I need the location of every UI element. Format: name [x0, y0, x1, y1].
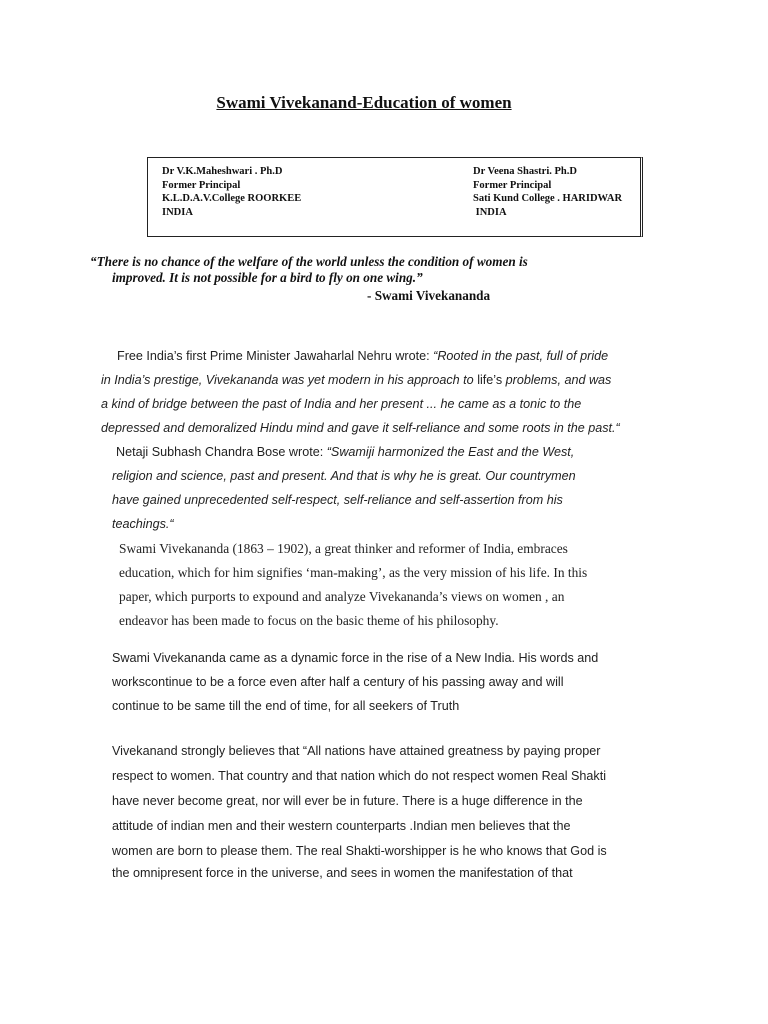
text-line: education, which for him signifies ‘man-making’, as the very mission of his life. In this — [119, 565, 588, 580]
epigraph-attribution: - Swami Vivekananda — [367, 288, 491, 303]
text-line: women are born to please them. The real Shakti-worshipper is he who knows that God is — [112, 844, 607, 858]
text-line: the omnipresent force in the universe, and sees in women the manifestation of that — [112, 866, 573, 880]
text-line: teachings.“ — [112, 517, 174, 531]
text-line: endeavor has been made to focus on the basic theme of his philosophy. — [119, 613, 499, 628]
text-run: life’s — [477, 373, 506, 387]
author-box — [147, 157, 643, 237]
author-role: Former Principal — [162, 179, 241, 191]
text-line — [116, 445, 574, 459]
text-line: workscontinue to be a force even after half a century of his passing away and will — [112, 675, 564, 689]
author-institution: Sati Kund College . HARIDWAR — [473, 193, 623, 204]
quote-run: problems, and was — [505, 373, 612, 387]
text-line: continue to be same till the end of time, for all seekers of Truth — [112, 699, 460, 713]
author-role: Former Principal — [473, 179, 552, 191]
author-name: Dr Veena Shastri. Ph.D — [473, 166, 577, 177]
text-line: Vivekanand strongly believes that “All nations have attained greatness by paying proper — [112, 744, 601, 758]
text-line: a kind of bridge between the past of India and her present ... he came as a tonic to the — [101, 397, 582, 411]
text-line — [117, 349, 608, 363]
author-left — [162, 165, 301, 219]
text-line: attitude of indian men and their western counterparts .Indian men believes that the — [112, 819, 571, 833]
text-line: respect to women. That country and that nation which do not respect women Real Shakti — [112, 769, 606, 783]
epigraph-line: improved. It is not possible for a bird to fly on one wing.” — [112, 270, 423, 285]
author-name: Dr V.K.Maheshwari . Ph.D — [162, 166, 283, 177]
text-line: depressed and demoralized Hindu mind and gave it self-reliance and some roots in the past.“ — [101, 421, 620, 435]
text-line: Swami Vivekananda came as a dynamic force in the rise of a New India. His words and — [112, 651, 599, 665]
text-run: Netaji Subhash Chandra Bose wrote: — [116, 445, 327, 459]
quote-run: “Swamiji harmonized the East and the West, — [326, 445, 575, 459]
document-title: Swami Vivekanand-Education of women — [216, 93, 512, 112]
author-country: INDIA — [473, 206, 507, 218]
text-line: Swami Vivekananda (1863 – 1902), a great thinker and reformer of India, embraces — [119, 541, 568, 556]
epigraph-line: “There is no chance of the welfare of the world unless the condition of women is — [90, 254, 528, 269]
epigraph-quote — [90, 254, 590, 286]
author-country: INDIA — [162, 206, 193, 218]
text-line: have never become great, nor will ever be in future. There is a huge difference in the — [112, 794, 583, 808]
quote-run: “Rooted in the past, full of pride — [433, 349, 609, 363]
author-institution: K.L.D.A.V.College ROORKEE — [162, 193, 302, 204]
author-right — [473, 165, 622, 219]
text-line: religion and science, past and present. And that is why he is great. Our countrymen — [112, 469, 576, 483]
quote-run: in India’s prestige, Vivekananda was yet modern in his approach to — [101, 373, 478, 387]
text-line — [101, 373, 611, 387]
text-run: Free India’s first Prime Minister Jawaharlal Nehru wrote: — [117, 349, 434, 363]
text-line: paper, which purports to expound and analyze Vivekananda’s views on women , an — [119, 589, 565, 604]
text-line: have gained unprecedented self-respect, self-reliance and self-assertion from his — [112, 493, 563, 507]
